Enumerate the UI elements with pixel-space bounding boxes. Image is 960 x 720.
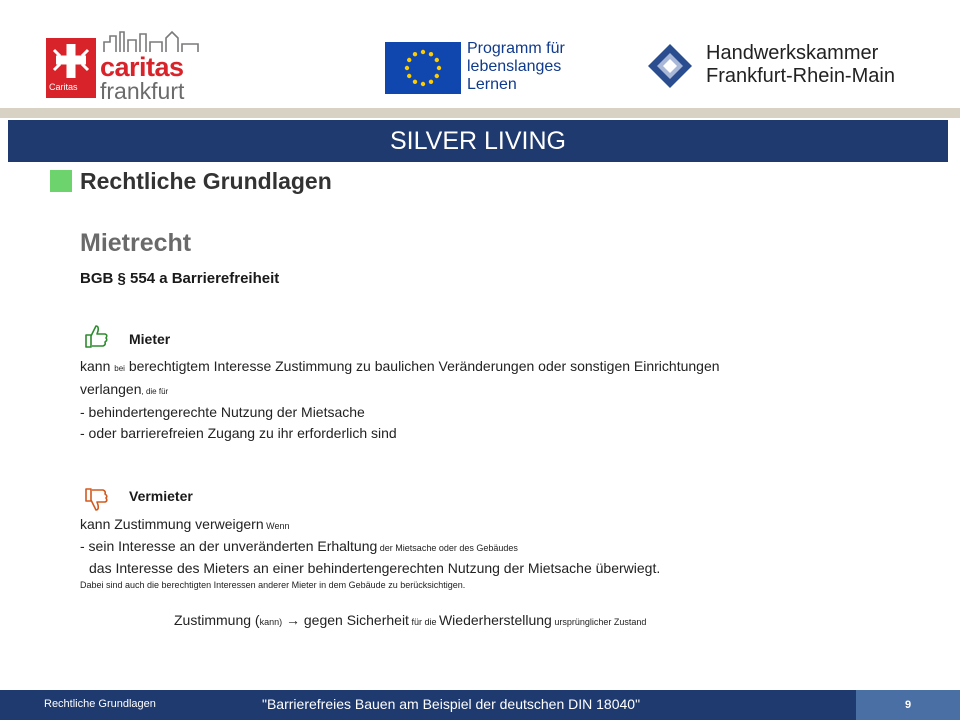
summary-text-small: für die	[408, 617, 439, 627]
skyline-icon	[102, 30, 202, 54]
footer-presentation-title: "Barrierefreies Bauen am Beispiel der deutschen DIN 18040"	[262, 696, 641, 712]
summary-line	[174, 612, 646, 628]
section-title: Rechtliche Grundlagen	[80, 168, 332, 194]
mieter-text: verlangen	[80, 381, 142, 397]
thumbs-down-icon	[82, 486, 110, 514]
eu-text-line-2: lebenslanges	[467, 58, 562, 75]
frankfurt-wordmark: frankfurt	[100, 78, 185, 104]
vermieter-note: Dabei sind auch die berechtigten Interessen anderer Mieter in dem Gebäude zu berücksichtigen.	[80, 580, 466, 590]
eu-program-text	[467, 40, 565, 94]
summary-text-small: ursprünglicher Zustand	[551, 617, 647, 627]
caritas-small-text: Caritas	[49, 82, 78, 92]
mieter-text-small: bei	[114, 364, 125, 373]
vermieter-text: das Interesse des Mieters an einer behindertengerechten Nutzung der Mietsache überwiegt.	[89, 560, 661, 576]
summary-text: Zustimmung (	[174, 612, 260, 628]
thumbs-up-icon	[82, 322, 110, 350]
mieter-text-small: , die für	[141, 387, 169, 396]
eu-logo	[385, 40, 590, 96]
vermieter-paragraph	[80, 514, 660, 592]
page-number: 9	[856, 690, 960, 720]
heading-mietrecht: Mietrecht	[80, 229, 192, 257]
subheading-bgb: BGB § 554 a Barrierefreiheit	[80, 270, 280, 287]
hwk-emblem-icon	[648, 44, 692, 88]
vermieter-text: kann Zustimmung verweigern	[80, 516, 264, 532]
section-bullet-icon	[50, 170, 72, 192]
summary-text-small: kann)	[259, 617, 283, 627]
eu-text-line-3: Lernen	[467, 76, 517, 93]
mieter-bullet-2: - oder barrierefreien Zugang zu ihr erforderlich sind	[80, 425, 397, 441]
vermieter-text-small: der Mietsache oder des Gebäudes	[377, 543, 518, 553]
mieter-text: berechtigtem Interesse Zustimmung zu baulichen Veränderungen oder sonstigen Einrichtungen	[124, 358, 720, 374]
caritas-logo	[46, 30, 206, 105]
vermieter-text: - sein Interesse an der unveränderten Erhaltung	[80, 538, 378, 554]
eu-flag-icon	[385, 42, 461, 94]
footer-section-label: Rechtliche Grundlagen	[44, 698, 156, 710]
footer-bar	[0, 690, 960, 720]
summary-text: gegen Sicherheit	[303, 612, 409, 628]
hwk-logo	[648, 42, 938, 92]
arrow-right-icon: →	[282, 612, 304, 628]
vermieter-text-small: Wenn	[263, 521, 290, 531]
eu-text-line-1: Programm für	[467, 40, 565, 57]
mieter-text: kann	[80, 358, 115, 374]
caritas-wordmark: caritas	[100, 52, 184, 82]
summary-text: Wiederherstellung	[438, 612, 552, 628]
vermieter-label: Vermieter	[129, 488, 193, 504]
mieter-label: Mieter	[129, 331, 171, 347]
logo-header	[0, 0, 960, 108]
slide-title-bar: SILVER LIVING	[8, 120, 948, 162]
mieter-bullet-1: - behindertengerechte Nutzung der Mietsache	[80, 404, 365, 420]
header-divider	[0, 108, 960, 118]
hwk-name-text	[706, 42, 895, 88]
hwk-text-line-1: Handwerkskammer	[706, 42, 879, 64]
mieter-paragraph	[80, 356, 720, 444]
hwk-text-line-2: Frankfurt-Rhein-Main	[706, 65, 895, 87]
